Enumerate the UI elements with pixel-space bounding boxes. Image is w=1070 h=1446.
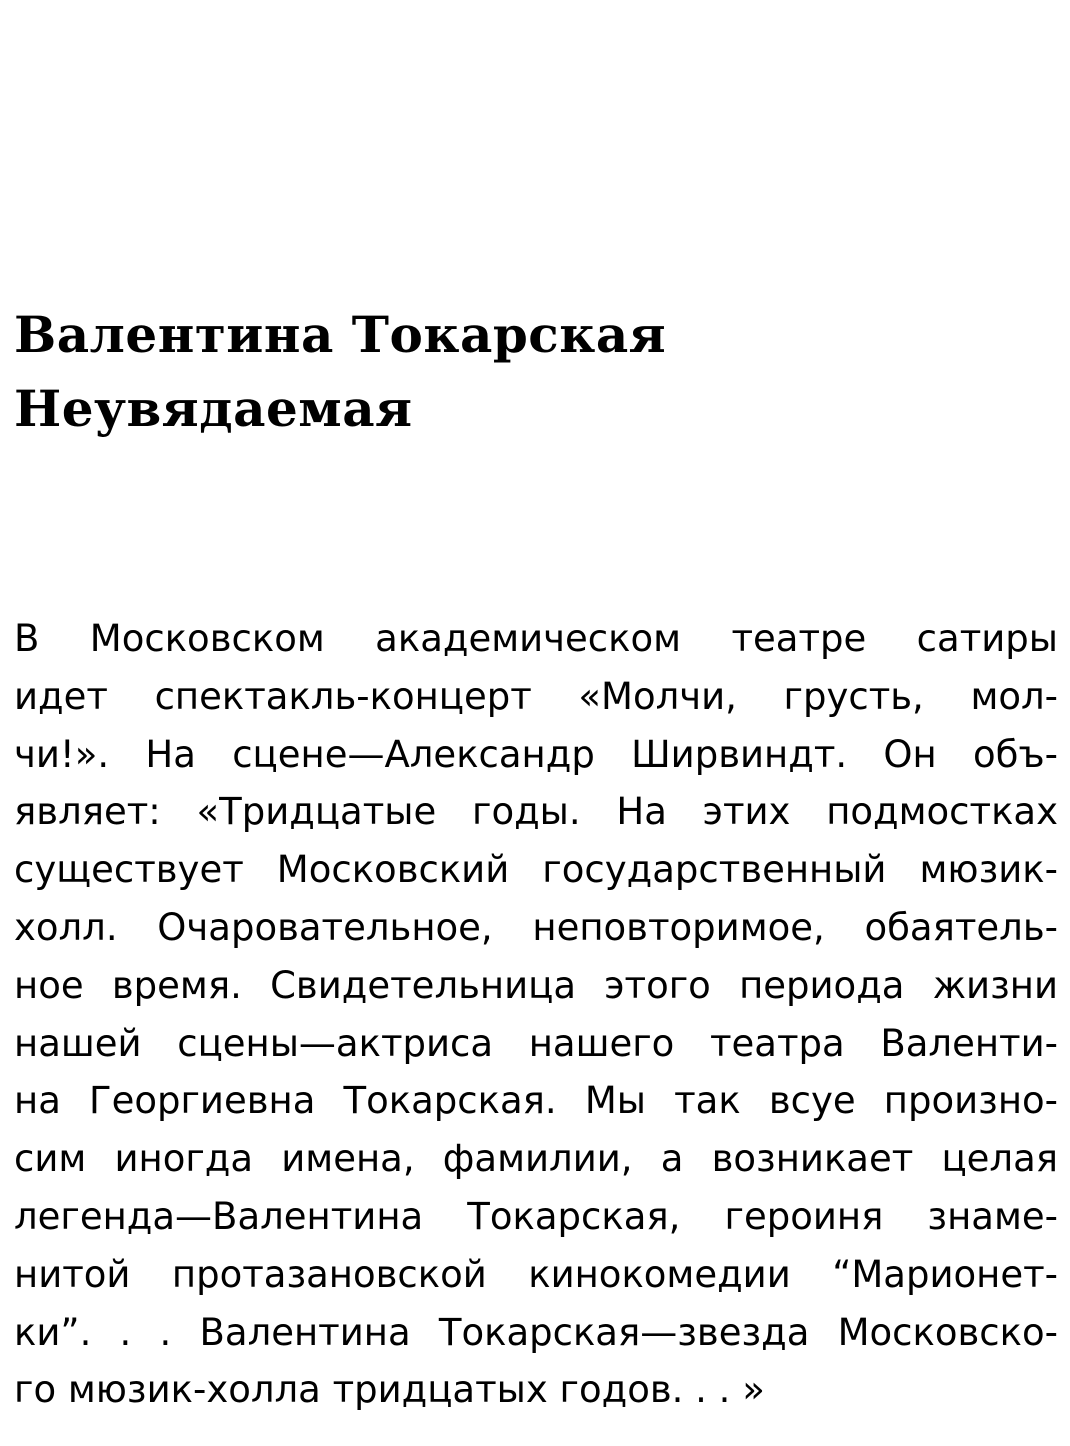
paragraph-line: нитой протазановской кинокомедии “Марионет- bbox=[14, 1252, 1058, 1296]
paragraph-line: на Георгиевна Токарская. Мы так всуе произно- bbox=[14, 1079, 1058, 1123]
paragraph-line: легенда—Валентина Токарская, героиня знаме- bbox=[14, 1194, 1058, 1238]
paragraph-line: ное время. Свидетельница этого периода жизни bbox=[14, 963, 1058, 1007]
article-title bbox=[14, 298, 666, 446]
paragraph-line: нашей сцены—актриса нашего театра Валенти- bbox=[14, 1021, 1058, 1065]
paragraph-line: сим иногда имена, фамилии, а возникает целая bbox=[14, 1137, 1058, 1181]
paragraph-line: ки”. . . Валентина Токарская—звезда Московско- bbox=[14, 1310, 1058, 1354]
paragraph-line: В Московском академическом театре сатиры bbox=[14, 617, 1058, 660]
paragraph-line: чи!». На сцене—Александр Ширвиндт. Он объ- bbox=[14, 732, 1058, 776]
paragraph-line: го мюзик-холла тридцатых годов. . . » bbox=[14, 1368, 765, 1412]
paragraph-line: существует Московский государственный мюзик- bbox=[14, 848, 1058, 892]
article-paragraph bbox=[14, 610, 1058, 1419]
paragraph-line: холл. Очаровательное, неповторимое, обаятель- bbox=[14, 905, 1058, 949]
title-line-1: Валентина Токарская bbox=[14, 305, 667, 364]
paragraph-line: идет спектакль-концерт «Молчи, грусть, мол- bbox=[14, 674, 1058, 718]
title-line-2: Неувядаемая bbox=[14, 379, 413, 438]
paragraph-line: являет: «Тридцатые годы. На этих подмостках bbox=[14, 790, 1058, 834]
